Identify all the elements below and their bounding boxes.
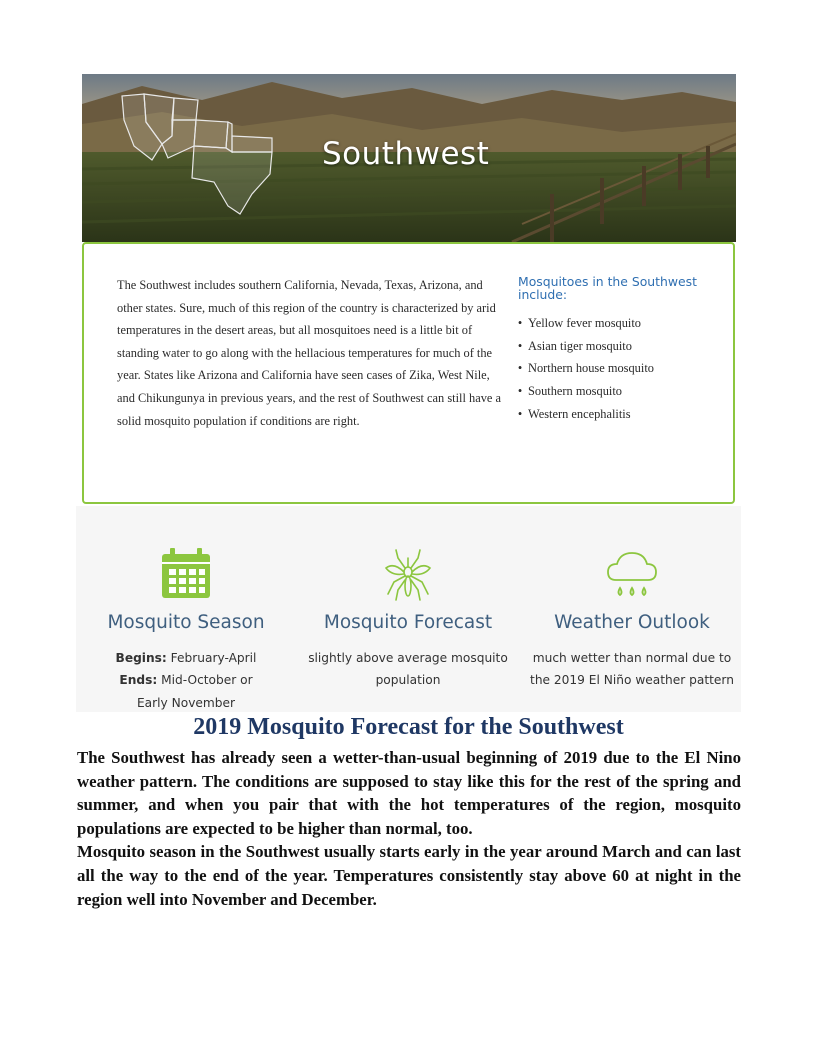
calendar-icon [156,548,216,602]
region-description: The Southwest includes southern California, Nevada, Texas, Arizona, and other states. Sure, much of this region of the country is characterized by arid temperatures in the desert areas, but all mosquitoes need is a little bit of standing water to go along with the hellacious temperatures for much of the year. States like Arizona and California have seen cases of Zika, West Nile, and Chikungunya in previous years, and the rest of Southwest can still have a solid mosquito population if conditions are right. [117,278,502,428]
region-title: Southwest [322,136,490,172]
forecast-title: Mosquito Forecast [323,612,493,633]
begins-value: February-April [170,651,257,665]
forecast-details: slightly above average mosquito population [308,651,508,688]
ends-label: Ends: [119,673,158,688]
outlook-details: much wetter than normal due to the 2019 El Niño weather pattern [530,651,734,688]
mosquito-species-list [512,312,654,425]
list-item: • Western encephalitis [512,403,654,426]
list-item: • Yellow fever mosquito [512,312,654,335]
stats-panel [76,506,741,712]
page-heading: 2019 Mosquito Forecast for the Southwest [193,714,624,740]
region-info-box [82,242,735,504]
article-body [77,746,741,911]
article-paragraph: The Southwest has already seen a wetter-than-usual beginning of 2019 due to the El Nino weather pattern. The conditions are supposed to stay like this for the rest of the spring and summer, and when you pair that with the hot temperatures of the region, mosquito populations are expected to be higher than normal, too. [77,748,741,838]
list-item: • Southern mosquito [512,380,654,403]
rain-cloud-icon [602,548,662,602]
mosquito-icon [378,548,438,602]
ends-value: Mid-October or Early November [136,673,253,710]
season-details [76,647,296,714]
list-item: • Northern house mosquito [512,357,654,380]
article-paragraph: Mosquito season in the Southwest usually starts early in the year around March and can last all the way to the end of the year. Temperatures consistently stay above 60 at night in the region well into November and December. [77,842,741,909]
begins-label: Begins: [115,651,167,665]
outlook-title: Weather Outlook [554,612,710,633]
season-title: Mosquito Season [107,612,265,633]
mosquito-list-title: Mosquitoes in the Southwest include: [518,274,697,302]
hero-banner [82,74,736,242]
list-item: • Asian tiger mosquito [512,335,654,358]
